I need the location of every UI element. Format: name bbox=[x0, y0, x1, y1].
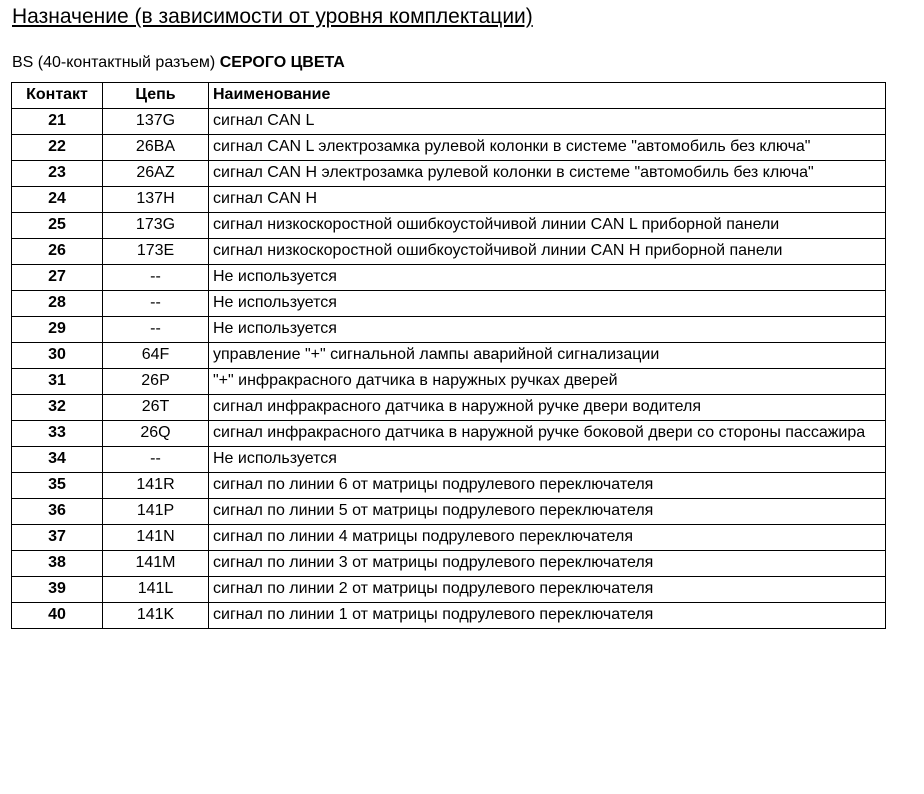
table-row bbox=[12, 447, 886, 473]
circuit-cell: 26BA bbox=[103, 135, 209, 161]
header-name: Наименование bbox=[209, 83, 886, 109]
circuit-cell: 137H bbox=[103, 187, 209, 213]
name-cell: сигнал по линии 5 от матрицы подрулевого переключателя bbox=[209, 499, 886, 525]
name-cell: сигнал инфракрасного датчика в наружной ручке двери водителя bbox=[209, 395, 886, 421]
contact-cell: 29 bbox=[12, 317, 103, 343]
circuit-cell: 137G bbox=[103, 109, 209, 135]
circuit-cell: -- bbox=[103, 317, 209, 343]
pinout-table bbox=[11, 82, 886, 629]
contact-cell: 32 bbox=[12, 395, 103, 421]
name-cell: сигнал CAN L bbox=[209, 109, 886, 135]
table-row bbox=[12, 291, 886, 317]
table-row bbox=[12, 499, 886, 525]
name-cell: Не используется bbox=[209, 291, 886, 317]
name-cell: сигнал CAN H электрозамка рулевой колонки в системе "автомобиль без ключа" bbox=[209, 161, 886, 187]
table-row bbox=[12, 603, 886, 629]
contact-cell: 24 bbox=[12, 187, 103, 213]
table-row bbox=[12, 395, 886, 421]
connector-description bbox=[12, 54, 345, 72]
circuit-cell: 141N bbox=[103, 525, 209, 551]
table-row bbox=[12, 161, 886, 187]
table-row bbox=[12, 265, 886, 291]
connector-prefix: BS (40-контактный разъем) bbox=[12, 54, 220, 71]
name-cell: "+" инфракрасного датчика в наружных ручках дверей bbox=[209, 369, 886, 395]
table-row bbox=[12, 369, 886, 395]
name-cell: сигнал CAN H bbox=[209, 187, 886, 213]
contact-cell: 27 bbox=[12, 265, 103, 291]
page-title: Назначение (в зависимости от уровня комплектации) bbox=[12, 5, 533, 28]
table-row bbox=[12, 213, 886, 239]
name-cell: сигнал по линии 4 матрицы подрулевого переключателя bbox=[209, 525, 886, 551]
contact-cell: 33 bbox=[12, 421, 103, 447]
name-cell: сигнал по линии 1 от матрицы подрулевого переключателя bbox=[209, 603, 886, 629]
table-row bbox=[12, 109, 886, 135]
circuit-cell: 26Q bbox=[103, 421, 209, 447]
table-row bbox=[12, 239, 886, 265]
contact-cell: 38 bbox=[12, 551, 103, 577]
name-cell: управление "+" сигнальной лампы аварийной сигнализации bbox=[209, 343, 886, 369]
circuit-cell: 173G bbox=[103, 213, 209, 239]
circuit-cell: -- bbox=[103, 291, 209, 317]
table-row bbox=[12, 135, 886, 161]
circuit-cell: 141P bbox=[103, 499, 209, 525]
circuit-cell: -- bbox=[103, 447, 209, 473]
contact-cell: 22 bbox=[12, 135, 103, 161]
contact-cell: 36 bbox=[12, 499, 103, 525]
contact-cell: 39 bbox=[12, 577, 103, 603]
contact-cell: 21 bbox=[12, 109, 103, 135]
circuit-cell: 26T bbox=[103, 395, 209, 421]
circuit-cell: 141M bbox=[103, 551, 209, 577]
name-cell: сигнал по линии 6 от матрицы подрулевого переключателя bbox=[209, 473, 886, 499]
contact-cell: 30 bbox=[12, 343, 103, 369]
connector-color: СЕРОГО ЦВЕТА bbox=[219, 54, 345, 71]
table-row bbox=[12, 187, 886, 213]
contact-cell: 25 bbox=[12, 213, 103, 239]
contact-cell: 31 bbox=[12, 369, 103, 395]
header-contact: Контакт bbox=[12, 83, 103, 109]
circuit-cell: 141R bbox=[103, 473, 209, 499]
table-row bbox=[12, 577, 886, 603]
name-cell: сигнал низкоскоростной ошибкоустойчивой линии CAN L приборной панели bbox=[209, 213, 886, 239]
name-cell: сигнал CAN L электрозамка рулевой колонки в системе "автомобиль без ключа" bbox=[209, 135, 886, 161]
table-row bbox=[12, 317, 886, 343]
name-cell: сигнал по линии 2 от матрицы подрулевого переключателя bbox=[209, 577, 886, 603]
circuit-cell: 26P bbox=[103, 369, 209, 395]
table-row bbox=[12, 525, 886, 551]
circuit-cell: 141L bbox=[103, 577, 209, 603]
circuit-cell: 141K bbox=[103, 603, 209, 629]
table-row bbox=[12, 421, 886, 447]
name-cell: сигнал по линии 3 от матрицы подрулевого переключателя bbox=[209, 551, 886, 577]
circuit-cell: -- bbox=[103, 265, 209, 291]
circuit-cell: 26AZ bbox=[103, 161, 209, 187]
table-row bbox=[12, 343, 886, 369]
table-row bbox=[12, 473, 886, 499]
name-cell: Не используется bbox=[209, 447, 886, 473]
name-cell: Не используется bbox=[209, 265, 886, 291]
contact-cell: 35 bbox=[12, 473, 103, 499]
name-cell: сигнал низкоскоростной ошибкоустойчивой линии CAN H приборной панели bbox=[209, 239, 886, 265]
contact-cell: 34 bbox=[12, 447, 103, 473]
name-cell: Не используется bbox=[209, 317, 886, 343]
contact-cell: 37 bbox=[12, 525, 103, 551]
contact-cell: 26 bbox=[12, 239, 103, 265]
circuit-cell: 173E bbox=[103, 239, 209, 265]
table-header-row bbox=[12, 83, 886, 109]
header-circuit: Цепь bbox=[103, 83, 209, 109]
contact-cell: 23 bbox=[12, 161, 103, 187]
circuit-cell: 64F bbox=[103, 343, 209, 369]
name-cell: сигнал инфракрасного датчика в наружной ручке боковой двери со стороны пассажира bbox=[209, 421, 886, 447]
contact-cell: 28 bbox=[12, 291, 103, 317]
contact-cell: 40 bbox=[12, 603, 103, 629]
table-body bbox=[12, 109, 886, 629]
table-row bbox=[12, 551, 886, 577]
